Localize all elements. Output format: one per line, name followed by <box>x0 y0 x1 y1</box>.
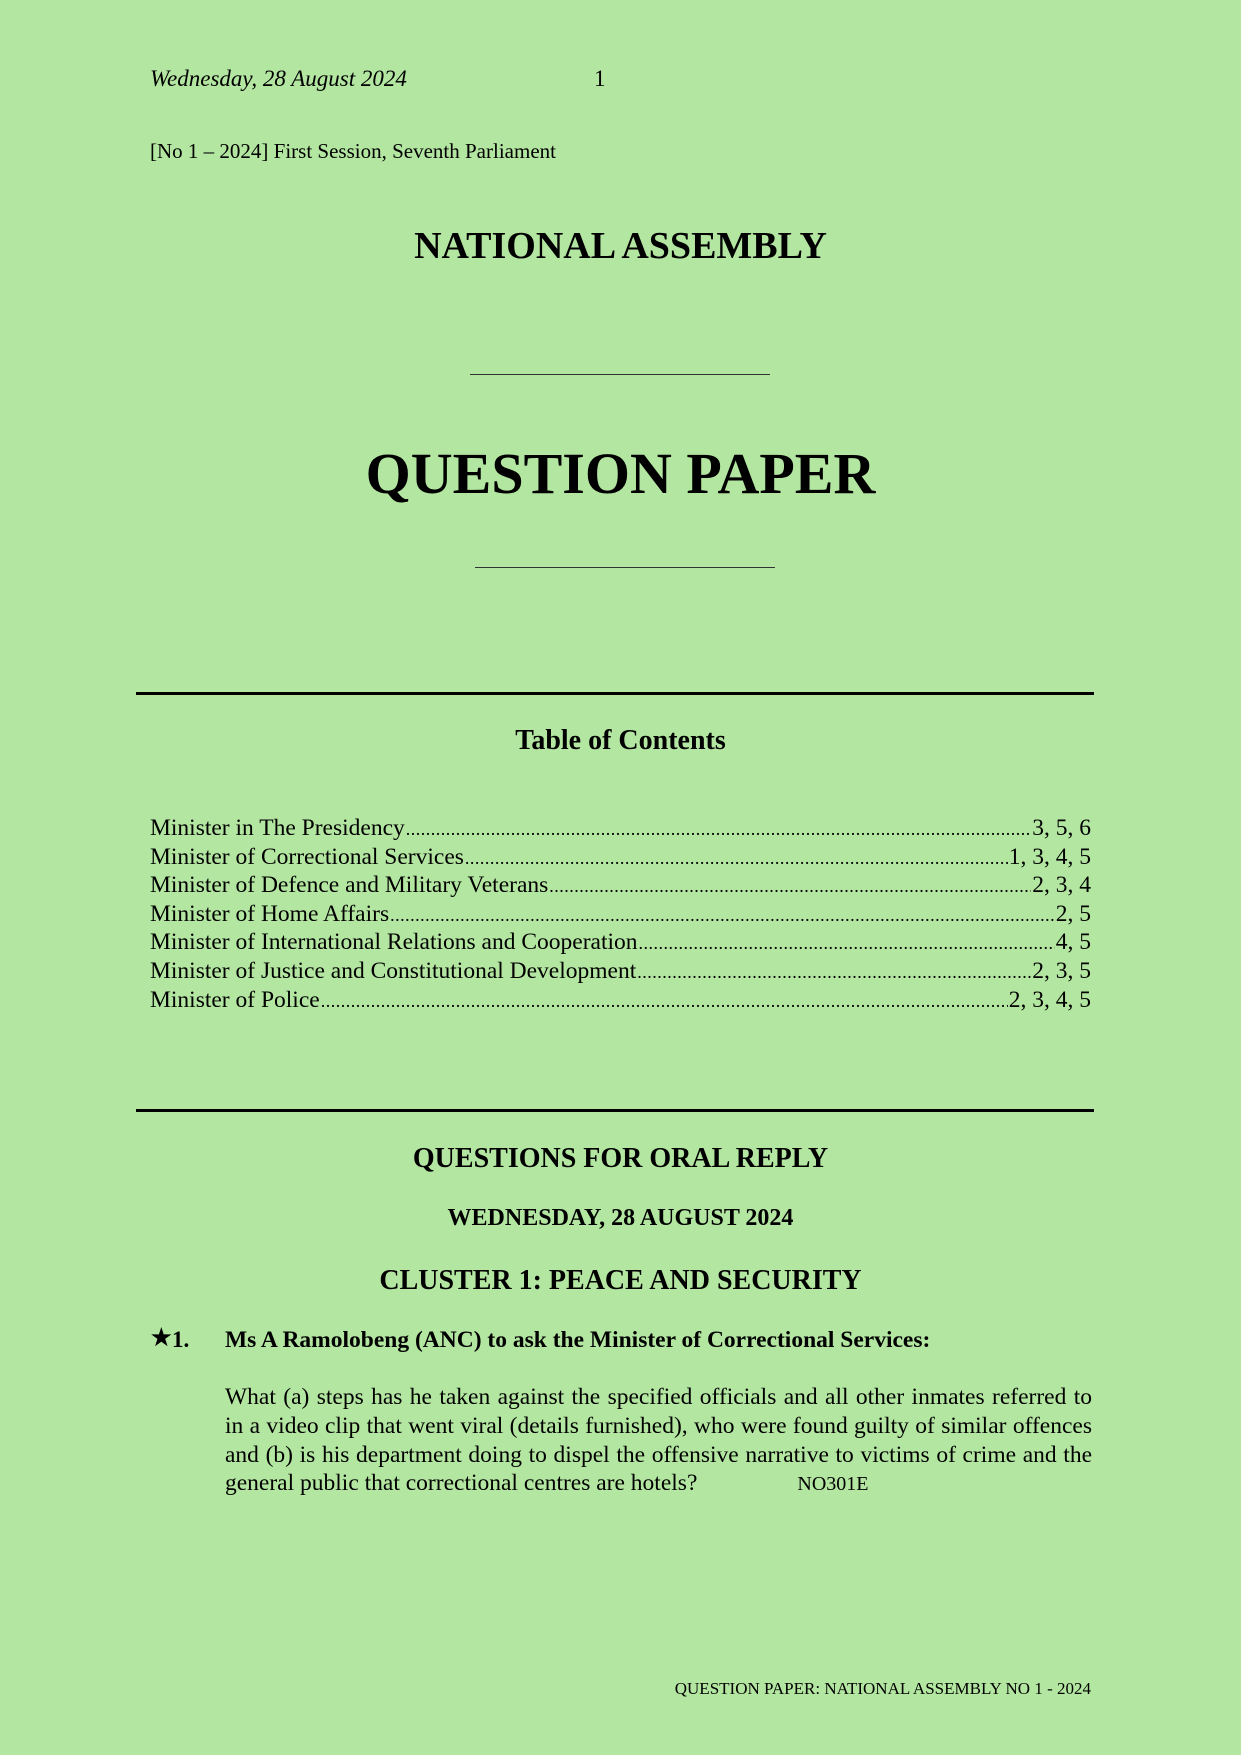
toc-leader-dots <box>637 957 1031 987</box>
toc-entry-pages: 1, 3, 4, 5 <box>1008 843 1091 870</box>
session-line: [No 1 – 2024] First Session, Seventh Parliament <box>150 139 556 163</box>
toc-entry-name: Minister of Police <box>150 986 320 1013</box>
toc-entry-name: Minister of Justice and Constitutional Development <box>150 957 637 984</box>
toc-entry-pages: 2, 3, 4, 5 <box>1008 986 1091 1013</box>
toc-entry[interactable] <box>150 814 1091 843</box>
question-asker: Ms A Ramolobeng (ANC) to ask the Minister of Correctional Services: <box>225 1327 931 1353</box>
question-reference: NO301E <box>797 1473 869 1496</box>
toc-leader-dots <box>406 814 1031 844</box>
question-text <box>225 1383 1092 1499</box>
toc-entry[interactable] <box>150 957 1091 986</box>
toc-entry-pages: 3, 5, 6 <box>1032 815 1091 841</box>
section-date: WEDNESDAY, 28 AUGUST 2024 <box>447 1205 794 1231</box>
toc-entry-name: Minister of Home Affairs <box>150 900 390 927</box>
toc-entry-name: Minister in The Presidency <box>150 815 405 841</box>
divider-bottom <box>475 567 775 568</box>
toc-entry[interactable] <box>150 843 1091 872</box>
section-top-rule <box>136 1109 1094 1112</box>
toc-entry[interactable] <box>150 871 1091 900</box>
toc-top-rule <box>136 692 1094 695</box>
divider-top <box>470 374 770 375</box>
question-number: 1. <box>172 1327 190 1352</box>
header-date: Wednesday, 28 August 2024 <box>150 66 407 91</box>
toc-entry-name: Minister of International Relations and Cooperation <box>150 929 638 956</box>
star-icon: ★ <box>151 1325 172 1350</box>
question-body: What (a) steps has he taken against the specified officials and all other inmates referred to in a video clip that went viral (details furnished), who were found guilty of similar offences and (b) is his department doing to dispel the offensive narrative to victims of crime and the general public that correctional centres are hotels? <box>225 1384 1092 1497</box>
toc-title: Table of Contents <box>515 725 726 756</box>
toc-entry-pages: 2, 3, 4 <box>1032 872 1091 899</box>
toc-entry-pages: 2, 3, 5 <box>1032 957 1091 984</box>
toc-leader-dots <box>639 928 1055 958</box>
toc-entry[interactable] <box>150 986 1091 1015</box>
toc-entry-pages: 4, 5 <box>1055 929 1091 956</box>
paper-title: QUESTION PAPER <box>365 441 876 506</box>
toc-entry-name: Minister of Correctional Services <box>150 843 464 870</box>
toc-leader-dots <box>465 843 1008 873</box>
assembly-title: NATIONAL ASSEMBLY <box>414 225 827 267</box>
toc-leader-dots <box>321 986 1008 1016</box>
toc-leader-dots <box>549 871 1031 901</box>
toc-leader-dots <box>390 900 1055 930</box>
table-of-contents <box>150 814 1091 1014</box>
toc-entry[interactable] <box>150 900 1091 929</box>
toc-entry[interactable] <box>150 928 1091 957</box>
page-footer: QUESTION PAPER: NATIONAL ASSEMBLY NO 1 - 2024 <box>674 1679 1091 1698</box>
toc-entry-name: Minister of Defence and Military Veterans <box>150 872 549 899</box>
toc-entry-pages: 2, 5 <box>1055 900 1091 927</box>
page-number: 1 <box>594 66 606 91</box>
cluster-heading: CLUSTER 1: PEACE AND SECURITY <box>379 1265 862 1296</box>
section-heading: QUESTIONS FOR ORAL REPLY <box>412 1143 829 1174</box>
